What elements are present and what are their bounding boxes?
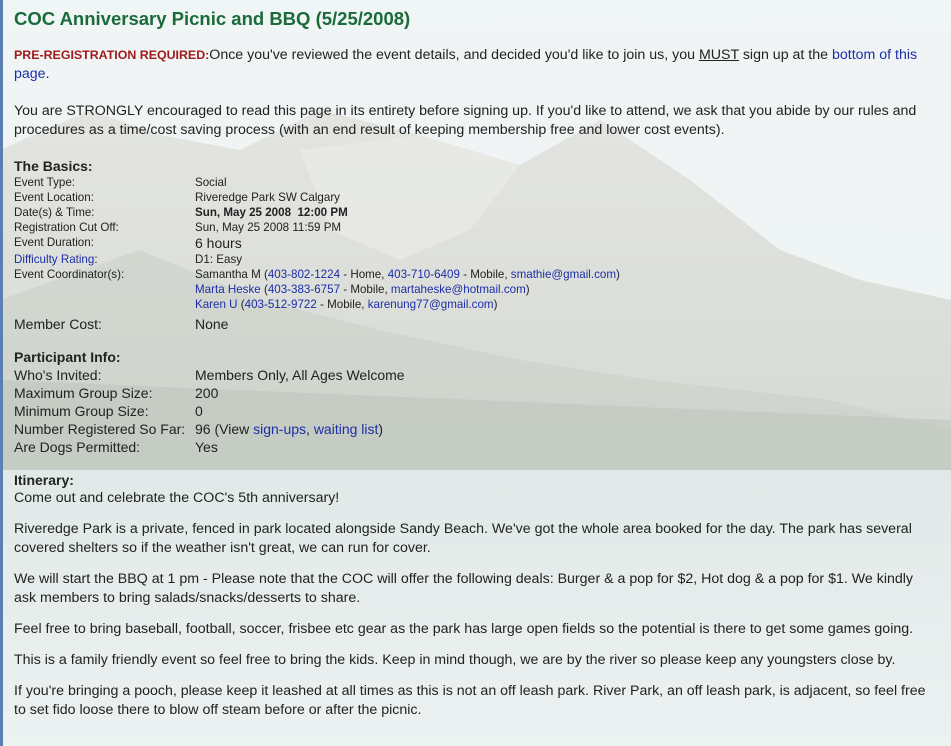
member-cost-row <box>14 315 620 333</box>
itinerary-paragraph-2: Riveredge Park is a private, fenced in park located alongside Sandy Beach. We've got the whole area booked for the day. The park has several covered shelters so if the weather isn't great, we can run for cover. <box>14 521 912 556</box>
preregistration-text: Once you've reviewed the event details, and decided you'd like to join us, you <box>209 47 699 63</box>
preregistration-label: PRE-REGISTRATION REQUIRED: <box>14 48 210 62</box>
event-location-label: Event Location: <box>14 191 94 204</box>
difficulty-colon: : <box>94 253 98 266</box>
bottom-of-page-link[interactable]: bottom of this page <box>14 47 918 82</box>
invited-row <box>14 366 405 384</box>
registered-count: 96 (View <box>195 421 254 437</box>
coordinator-3-close: ) <box>493 298 498 311</box>
duration-value: 6 hours <box>195 235 242 251</box>
duration-row <box>14 235 620 252</box>
coordinator-2 <box>195 282 620 297</box>
min-group-label: Minimum Group Size: <box>14 403 149 419</box>
event-type-label: Event Type: <box>14 176 76 189</box>
coordinator-2-open: ( <box>260 283 268 296</box>
waiting-list-link[interactable]: waiting list <box>313 421 379 437</box>
preregistration-notice <box>14 46 931 84</box>
coordinator-2-mobile-text: - Mobile, <box>340 283 391 296</box>
event-date-value: Sun, May 25 2008 12:00 PM <box>195 206 348 219</box>
member-cost-value: None <box>195 316 229 332</box>
coordinator-2-close: ) <box>525 283 530 296</box>
coordinators-label: Event Coordinator(s): <box>14 268 125 281</box>
event-location-row <box>14 190 620 205</box>
itinerary-paragraph-5: This is a family friendly event so feel free to bring the kids. Keep in mind though, we are by the river so please keep any youngsters close by. <box>14 652 896 668</box>
dogs-value: Yes <box>195 439 218 455</box>
registered-label: Number Registered So Far: <box>14 421 186 437</box>
period: . <box>45 66 50 82</box>
coordinator-1-name: Samantha M ( <box>195 268 268 281</box>
difficulty-value: D1: Easy <box>195 253 243 266</box>
coordinator-3-email[interactable]: karenung77@gmail.com <box>367 298 494 311</box>
itinerary-section <box>14 472 931 720</box>
itinerary-heading: Itinerary: <box>14 472 74 488</box>
basics-table <box>14 175 620 333</box>
coordinators-row <box>14 267 620 312</box>
must-text: MUST <box>698 47 739 63</box>
coordinator-3 <box>195 297 620 312</box>
coordinator-3-mobile-text: - Mobile, <box>316 298 368 311</box>
coordinator-1 <box>195 267 620 282</box>
cutoff-value: Sun, May 25 2008 11:59 PM <box>195 221 342 234</box>
itinerary-paragraph-4: Feel free to bring baseball, football, soccer, frisbee etc gear as the park has large open fields so the potential is there to get some games going. <box>14 621 914 637</box>
registered-comma: , <box>306 421 314 437</box>
difficulty-row <box>14 252 620 267</box>
coordinator-1-home-phone[interactable]: 403-802-1224 <box>267 268 341 281</box>
cutoff-row <box>14 220 620 235</box>
max-group-row <box>14 384 405 402</box>
itinerary-paragraph-1: Come out and celebrate the COC's 5th anniversary! <box>14 490 340 506</box>
coordinator-3-open: ( <box>237 298 245 311</box>
coordinators-value <box>195 267 620 312</box>
itinerary-paragraph-6: If you're bringing a pooch, please keep it leashed at all times as this is not an off leash park. River Park, an off leash park, is adjacent, so feel free to set fido loose there to blow off steam before or after the picnic. <box>14 683 926 718</box>
invited-value: Members Only, All Ages Welcome <box>195 367 405 383</box>
event-location-value: Riveredge Park SW Calgary <box>195 191 340 204</box>
coordinator-1-mobile-text: - Mobile, <box>459 268 511 281</box>
dogs-row <box>14 438 405 456</box>
registered-close: ) <box>378 421 384 437</box>
participant-info-table <box>14 366 405 456</box>
coordinator-2-mobile-phone[interactable]: 403-383-6757 <box>267 283 341 296</box>
page-title: COC Anniversary Picnic and BBQ (5/25/2008) <box>14 8 411 29</box>
coordinator-1-mobile-phone[interactable]: 403-710-6409 <box>387 268 460 281</box>
itinerary-paragraph-3: We will start the BBQ at 1 pm - Please note that the COC will offer the following deals: Burger & a pop for $2, Hot dog & a pop for $1. We kindly ask members to bring salads/snacks/desserts to share. <box>14 571 914 606</box>
coordinator-1-close: ) <box>616 268 620 281</box>
event-type-row <box>14 175 620 190</box>
coordinator-1-home-text: - Home, <box>340 268 388 281</box>
max-group-label: Maximum Group Size: <box>14 385 153 401</box>
participant-info-heading: Participant Info: <box>14 349 121 365</box>
difficulty-rating-link[interactable]: Difficulty Rating <box>14 253 95 266</box>
preregistration-text-2: sign up at the <box>738 47 832 63</box>
coordinator-3-name[interactable]: Karen U <box>195 298 238 311</box>
min-group-value: 0 <box>195 403 203 419</box>
registered-row <box>14 420 405 438</box>
coordinator-2-name[interactable]: Marta Heske <box>195 283 261 296</box>
registered-value <box>195 420 405 438</box>
basics-heading: The Basics: <box>14 158 93 174</box>
invited-label: Who's Invited: <box>14 367 102 383</box>
duration-label: Event Duration: <box>14 236 94 249</box>
signups-link[interactable]: sign-ups <box>253 421 307 437</box>
min-group-row <box>14 402 405 420</box>
intro-paragraph: You are STRONGLY encouraged to read this page in its entirety before signing up. If you'd like to attend, we ask that you abide by our rules and procedures as a time/cost saving process (with an end result of keeping membership free and lower cost events). <box>14 103 917 138</box>
event-type-value: Social <box>195 176 227 189</box>
max-group-value: 200 <box>195 385 219 401</box>
coordinator-1-email[interactable]: smathie@gmail.com <box>510 268 616 281</box>
event-date-label: Date(s) & Time: <box>14 206 95 219</box>
cutoff-label: Registration Cut Off: <box>14 221 119 234</box>
member-cost-label: Member Cost: <box>14 316 102 332</box>
event-date-row <box>14 205 620 220</box>
coordinator-3-mobile-phone[interactable]: 403-512-9722 <box>244 298 317 311</box>
difficulty-label-cell <box>14 252 195 267</box>
coordinator-2-email[interactable]: martaheske@hotmail.com <box>390 283 526 296</box>
dogs-label: Are Dogs Permitted: <box>14 439 141 455</box>
